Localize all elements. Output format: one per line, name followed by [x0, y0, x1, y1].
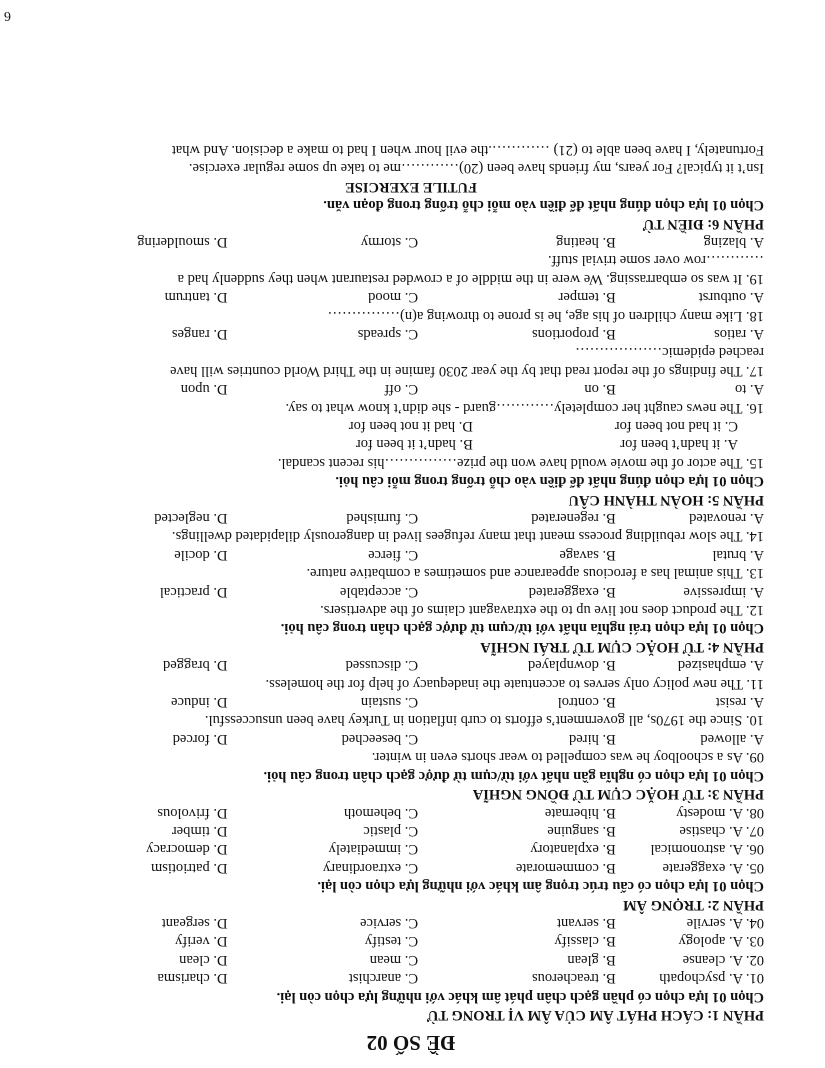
page-number: 6 — [4, 8, 11, 24]
option-d: D. ranges — [171, 325, 228, 342]
question-17-stem: 17. The findings of the report read that by the year 2030 famine in the Third World countries will have — [170, 362, 764, 379]
section-6-heading: PHẦN 6: ĐIỀN TỪ — [642, 215, 764, 232]
option-b: B. savage — [559, 546, 616, 563]
option-b: B. commemorate — [515, 859, 616, 876]
option-d: D. induce — [171, 694, 228, 711]
option-d: D. patriotism — [150, 859, 228, 876]
question-06 — [58, 840, 764, 858]
option-d: D. docile — [174, 546, 228, 563]
question-18-stem: 18. Like many children of his age, he is prone to throwing a(n)…………… — [327, 307, 764, 324]
section-2-instruction: Chọn 01 lựa chọn có cấu trúc trọng âm khác với những lựa chọn còn lại. — [317, 878, 764, 895]
option-c: C. off — [384, 381, 419, 398]
option-a: 05. A. exaggerate — [662, 859, 764, 876]
option-c: C. sustain — [360, 694, 419, 711]
option-d: D. verify — [175, 933, 228, 950]
option-b: B. explanatory — [530, 841, 616, 858]
passage-title: FUTILE EXERCISE — [345, 178, 477, 195]
option-d: D. charisma — [157, 970, 228, 987]
question-19-stem: 19. It was so embarrassing. We were in the middle of a crowded restaurant when they suddenly had a — [177, 270, 764, 287]
section-5-heading: PHẦN 5: HOÀN THÀNH CÂU — [568, 491, 764, 508]
option-b: B. exaggerated — [528, 583, 616, 600]
option-d: D. frivolous — [157, 804, 228, 821]
section-3-heading: PHẦN 3: TỪ HOẶC CỤM TỪ ĐỒNG NGHĨA — [472, 786, 764, 803]
question-09-stem: 09. As a schoolboy he was compelled to wear shorts even in winter. — [371, 749, 764, 766]
option-b: B. control — [557, 694, 616, 711]
question-19-options — [58, 233, 764, 251]
option-c: C. immediately — [328, 841, 419, 858]
option-b: B. proportions — [531, 325, 616, 342]
option-c: C. beseeched — [341, 730, 419, 747]
question-01 — [58, 969, 764, 987]
section-2-heading: PHẦN 2: TRỌNG ÂM — [622, 896, 764, 913]
question-13-stem: 13. This animal has a ferocious appearance and sometimes a combative nature. — [306, 565, 764, 582]
passage-line-2: Fortunately, I have been able to (21) ………….the evil hour when I had to make a decision. And what — [171, 141, 764, 158]
option-b: B. servant — [556, 914, 616, 931]
option-c: C. behemoth — [343, 804, 419, 821]
option-d: D. neglected — [154, 510, 228, 527]
option-c: C. mood — [368, 289, 419, 306]
section-1-instruction: Chọn 01 lựa chọn có phần gạch chân phát âm khác với những lựa chọn còn lại. — [276, 988, 764, 1005]
option-d: D. forced — [172, 730, 228, 747]
question-10-options — [58, 693, 764, 711]
option-b: B. sanguine — [547, 822, 616, 839]
section-6-instruction: Chọn 01 lựa chọn đúng nhất để điền vào mỗi chỗ trống trong đoạn văn. — [323, 197, 764, 214]
option-c: C. testify — [364, 933, 419, 950]
option-c: C. stormy — [360, 233, 419, 250]
section-5-instruction: Chọn 01 lựa chọn đúng nhất để điền vào chỗ trống trong mỗi câu hỏi. — [335, 473, 764, 490]
question-19-stem-cont: …………row over some trivial stuff. — [548, 252, 764, 269]
passage-line-1: Isn’t it typical? For years, my friends have been (20)…………me to take up some regular exercise. — [188, 160, 764, 177]
question-17-options — [58, 325, 764, 343]
option-c: C. extraordinary — [323, 859, 419, 876]
option-c: C. acceptable — [339, 583, 419, 600]
option-d: D. democracy — [146, 841, 228, 858]
question-15-options-row2 — [58, 417, 764, 435]
question-17-stem-cont: reached epidemic……………… — [575, 344, 764, 361]
option-c: C. discussed — [345, 657, 419, 674]
option-b: B. hibernate — [544, 804, 616, 821]
question-18-options — [58, 288, 764, 306]
option-a: A. it hadn’t been for — [620, 436, 738, 453]
option-a: 04. A. servile — [686, 914, 764, 931]
question-16-options — [58, 380, 764, 398]
option-c: C. mean — [369, 951, 419, 968]
option-d: D. upon — [180, 381, 228, 398]
option-c: C. it had not been for — [614, 418, 738, 434]
option-c: C. service — [360, 914, 419, 931]
option-b: B. classify — [554, 933, 616, 950]
question-14-stem: 14. The slow rebuilding process meant that many refugees lived in dangerously dilapidated dwellings. — [171, 528, 764, 545]
option-d: D. smouldering — [137, 233, 228, 250]
question-13-options — [58, 545, 764, 563]
option-b: B. regenerated — [531, 510, 616, 527]
option-d: D. clean — [179, 951, 228, 968]
question-04 — [58, 914, 764, 932]
option-a: A. ratios — [714, 325, 764, 342]
option-a: 06. A. astronomical — [650, 841, 764, 858]
option-c: C. fierce — [368, 546, 419, 563]
section-4-instruction: Chọn 01 lựa chọn trái nghĩa nhất với từ/cụm từ được gạch chân trong câu hỏi. — [280, 620, 764, 637]
exam-content — [58, 141, 764, 1057]
option-a: 02. A. cleanse — [682, 951, 764, 968]
option-d: D. tantrum — [164, 289, 228, 306]
exam-title: ĐỀ SỐ 02 — [366, 1031, 456, 1055]
option-b: B. hired — [569, 730, 616, 747]
option-c: C. plastic — [363, 822, 419, 839]
question-09-options — [58, 730, 764, 748]
option-a: 08. A. modesty — [676, 804, 764, 821]
option-b: B. treacherous — [532, 970, 616, 987]
option-d: D. bragged — [163, 657, 228, 674]
question-02 — [58, 950, 764, 968]
option-a: A. resist — [715, 694, 764, 711]
section-1-heading: PHẦN 1: CÁCH PHÁT ÂM CỦA ÂM VỊ TRONG TỪ — [426, 1007, 764, 1023]
question-14-options — [58, 509, 764, 527]
option-a: A. emphasized — [677, 657, 764, 674]
option-d: D. sergeant — [161, 914, 228, 931]
option-a: 01. A. psychopath — [659, 970, 764, 987]
option-b: B. downplayed — [527, 657, 616, 674]
question-07 — [58, 822, 764, 840]
option-a: A. renovated — [689, 510, 764, 527]
option-d: D. timber — [171, 822, 228, 839]
option-a: A. brutal — [712, 546, 764, 563]
question-12-stem: 12. The product does not live up to the extravagant claims of the advertisers. — [320, 602, 764, 619]
option-b: B. temper — [558, 289, 616, 306]
question-03 — [58, 932, 764, 950]
question-10-stem: 10. Since the 1970s, all government’s efforts to curb inflation in Turkey have been unsuccessful. — [204, 712, 764, 729]
section-4-heading: PHẦN 4: TỪ HOẶC CỤM TỪ TRÁI NGHĨA — [480, 638, 764, 655]
option-c: C. anarchist — [348, 970, 419, 987]
option-a: A. outburst — [698, 289, 764, 306]
question-11-stem: 11. The new policy only serves to accentuate the inadequacy of help for the homeless. — [265, 675, 764, 692]
option-b: B. glean — [567, 951, 616, 968]
option-b: B. heating — [556, 233, 616, 250]
option-b: B. on — [584, 381, 616, 398]
option-a: A. blazing — [703, 233, 764, 250]
question-15-options-row1 — [58, 435, 764, 453]
question-08 — [58, 803, 764, 821]
option-a: A. impressive — [683, 583, 764, 600]
option-c: C. furnished — [346, 510, 419, 527]
question-15-stem: 15. The actor of the movie would have won the prize……………his recent scandal. — [277, 454, 764, 471]
section-3-instruction: Chọn 01 lựa chọn có nghĩa gần nhất với từ/cụm từ được gạch chân trong câu hỏi. — [263, 767, 764, 784]
option-d: D. had it not been for — [348, 418, 473, 434]
question-12-options — [58, 582, 764, 600]
option-a: A. to — [735, 381, 764, 398]
option-a: A. allowed — [700, 730, 764, 747]
option-d: D. practical — [159, 583, 228, 600]
option-c: C. spreads — [357, 325, 419, 342]
question-11-options — [58, 656, 764, 674]
question-05 — [58, 858, 764, 876]
option-b: B. hadn’t it been for — [355, 436, 473, 453]
option-a: 07. A. chastise — [679, 822, 764, 839]
question-16-stem: 16. The news caught her completely…………guard - she didn’t know what to say. — [285, 399, 764, 416]
option-a: 03. A. apology — [678, 933, 764, 950]
